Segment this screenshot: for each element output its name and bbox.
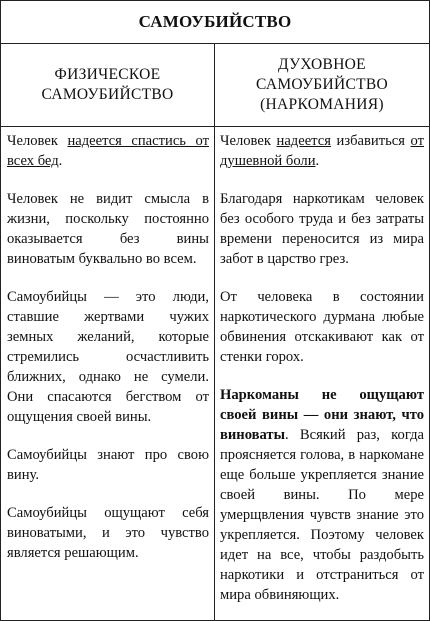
header-row: [1, 44, 429, 127]
column-divider: [214, 43, 215, 620]
left-paragraph-5: Самоубийцы ощущают себя виноватыми, и это чувство является решающим.: [7, 505, 209, 561]
right-p1-middle: избавиться: [330, 133, 411, 149]
table-title: [1, 1, 429, 44]
right-paragraph-2: Благодаря наркотикам человек без особого труда и без затраты времени переносится из мира забот в царство грез.: [220, 191, 424, 267]
right-p1-text: Человек: [220, 133, 277, 149]
left-paragraph-1: [7, 131, 209, 171]
right-header-line-1: ДУХОВНОЕ: [278, 56, 366, 73]
left-column-header: [1, 44, 214, 126]
right-column-header: [215, 44, 429, 126]
right-p1-underlined-1: надеется: [276, 133, 331, 149]
left-paragraph-2: Человек не видит смысла в жизни, поскольку постоянно оказывается без вины виноватым буквально во всем.: [7, 191, 209, 267]
right-p4-bold: Наркоманы не ощущают своей вины — они знают, что виноваты: [220, 387, 424, 443]
left-header-line-1: ФИЗИЧЕСКОЕ: [54, 66, 161, 83]
right-paragraph-4: [220, 385, 424, 605]
right-header-line-2: САМОУБИЙСТВО: [255, 76, 389, 93]
left-paragraph-3: Самоубийцы — это люди, ставшие жертвами чужих земных желаний, которые стремились осчастливить ближних, однако не сумели. Они спасаются бегством от ощущения своей вины.: [7, 289, 209, 425]
right-paragraph-1: [220, 131, 424, 171]
left-paragraph-4: Самоубийцы знают про свою вину.: [7, 447, 209, 483]
right-p1-end: .: [315, 153, 320, 169]
left-p1-text: Человек: [7, 133, 68, 149]
left-p1-end: .: [58, 153, 63, 169]
right-paragraph-3: От человека в состоянии наркотического дурмана любые обвинения отскакивают как от стенки горох.: [220, 289, 424, 365]
left-p1-underlined: надеется спастись от всех бед: [7, 133, 209, 169]
right-column-body: [220, 131, 424, 605]
right-header-line-3: (НАРКОМАНИЯ): [260, 96, 384, 113]
right-p4-rest: . Всякий раз, когда проясняется голова, в наркомане еще больше укрепляется знание своей вины. По мере умерщвления чувств знание это укрепляется. Поэтому человек идет на все, чтобы раздобыть наркотики и отстраниться от мира обвиняющих.: [220, 427, 424, 603]
title-text: САМОУБИЙСТВО: [138, 12, 292, 31]
right-p1-underlined-2: от душевной боли: [220, 133, 424, 169]
left-column-body: [7, 131, 209, 563]
left-header-line-2: САМОУБИЙСТВО: [41, 86, 174, 103]
